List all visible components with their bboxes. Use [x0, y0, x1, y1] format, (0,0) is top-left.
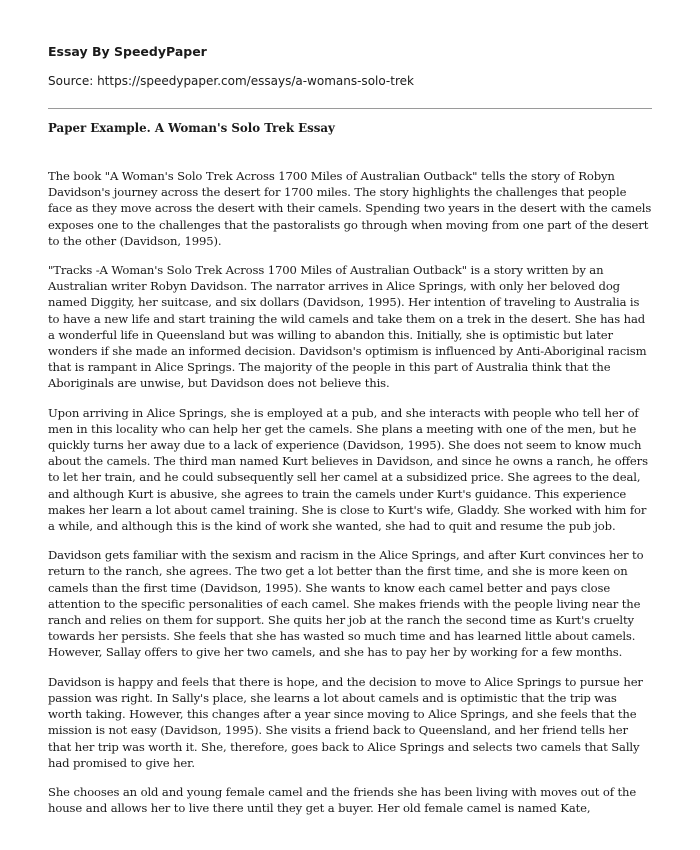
essay-paragraph: Davidson gets familiar with the sexism and racism in the Alice Springs, and after Kurt convinces her to return to the ranch, she agrees. The two get a lot better than the first time, and she is more keen on camels than the first time (Davidson, 1995). She wants to know each camel better and pays close attention to the specific personalities of each camel. She makes friends with the people living near the ranch and relies on them for support. She quits her job at the ranch the second time as Kurt's cruelty towards her persists. She feels that she has wasted so much time and has learned little about camels. However, Sallay offers to give her two camels, and she has to pay her by working for a few months.	[48, 548, 644, 660]
essay-title: Paper Example. A Woman's Solo Trek Essay	[48, 121, 335, 135]
site-title: Essay By SpeedyPaper	[48, 44, 207, 59]
essay-paragraph: She chooses an old and young female camel and the friends she has been living with moves out of the house and allows her to live there until they get a buyer. Her old female camel is named Kate,	[48, 784, 637, 816]
essay-paragraph: "Tracks -A Woman's Solo Trek Across 1700 Miles of Australian Outback" is a story written by an Australian writer Robyn Davidson. The narrator arrives in Alice Springs, with only her beloved dog named Diggity, her suitcase, and six dollars (Davidson, 1995). Her intention of traveling to Australia is to have a new life and start training the wild camels and take them on a trek in the desert. She has had a wonderful life in Queensland but was willing to abandon this. Initially, she is optimistic but later wonders if she made an informed decision. Davidson's optimism is influenced by Anti-Aboriginal racism that is rampant in Alice Springs. The majority of the people in this part of Australia think that the Aboriginals are unwise, but Davidson does not believe this.	[48, 263, 647, 391]
essay-paragraph: Upon arriving in Alice Springs, she is employed at a pub, and she interacts with people who tell her of men in this locality who can help her get the camels. She plans a meeting with one of the men, but he quickly turns her away due to a lack of experience (Davidson, 1995). She does not seem to know much about the camels. The third man named Kurt believes in Davidson, and since he owns a ranch, he offers to let her train, and he could subsequently sell her camel at a subsidized price. She agrees to the deal, and although Kurt is abusive, she agrees to train the camels under Kurt's guidance. This experience makes her learn a lot about camel training. She is close to Kurt's wife, Gladdy. She worked with him for a while, and although this is the kind of work she wanted, she had to quit and resume the pub job.	[48, 405, 648, 534]
essay-paragraph: Davidson is happy and feels that there is hope, and the decision to move to Alice Springs to pursue her passion was right. In Sally's place, she learns a lot about camels and is optimistic that the trip was worth taking. However, this changes after a year since moving to Alice Springs, and she feels that the mission is not easy (Davidson, 1995). She visits a friend back to Queensland, and her friend tells her that her trip was worth it. She, therefore, goes back to Alice Springs and selects two camels that Sally had promised to give her.	[48, 674, 643, 770]
essay-body	[48, 168, 652, 829]
source-line: Source: https://speedypaper.com/essays/a-womans-solo-trek	[48, 74, 414, 88]
header-divider	[48, 108, 652, 109]
essay-paragraph: The book "A Woman's Solo Trek Across 1700 Miles of Australian Outback" tells the story of Robyn Davidson's journey across the desert for 1700 miles. The story highlights the challenges that people face as they move across the desert with their camels. Spending two years in the desert with the camels exposes one to the challenges that the pastoralists go through when moving from one part of the desert to the other (Davidson, 1995).	[48, 169, 652, 248]
